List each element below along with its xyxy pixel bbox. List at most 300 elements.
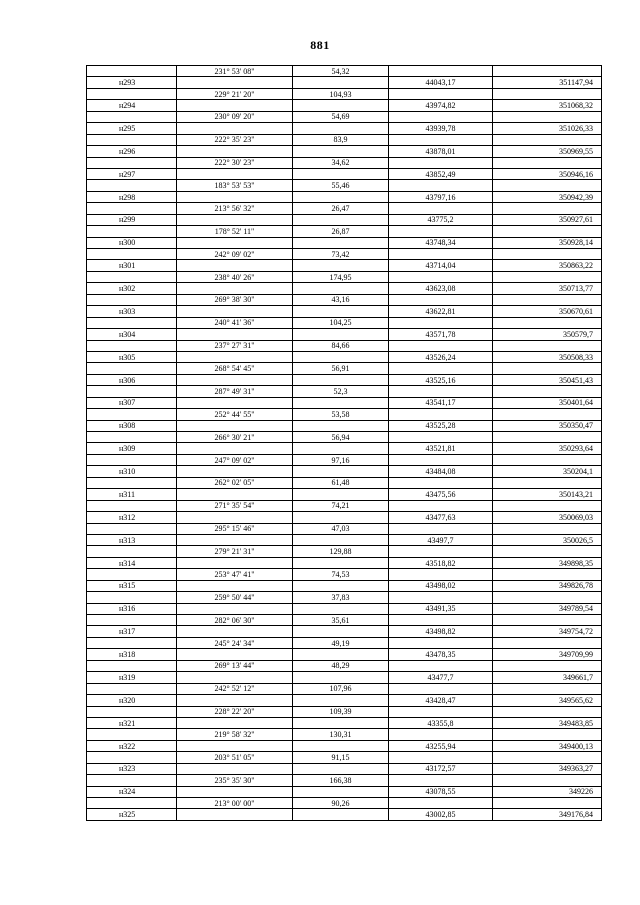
point-name-cell — [87, 798, 177, 809]
x-coordinate-cell: 43748,34 — [389, 237, 493, 248]
boundary-coordinates-table — [86, 65, 602, 821]
angle-cell: 271° 35' 54" — [177, 500, 293, 511]
distance-cell — [293, 740, 389, 751]
angle-cell: 247° 09' 02" — [177, 454, 293, 465]
x-coordinate-cell — [389, 775, 493, 786]
point-row — [87, 489, 602, 500]
x-coordinate-cell: 43521,81 — [389, 443, 493, 454]
segment-row — [87, 637, 602, 648]
distance-cell: 74,21 — [293, 500, 389, 511]
distance-cell: 53,58 — [293, 409, 389, 420]
segment-row — [87, 477, 602, 488]
distance-cell — [293, 260, 389, 271]
angle-cell: 222° 30' 23" — [177, 157, 293, 168]
point-name-cell — [87, 66, 177, 77]
x-coordinate-cell — [389, 157, 493, 168]
angle-cell: 203° 51' 05" — [177, 752, 293, 763]
segment-row — [87, 798, 602, 809]
distance-cell — [293, 146, 389, 157]
angle-cell — [177, 672, 293, 683]
distance-cell — [293, 489, 389, 500]
point-name-cell — [87, 569, 177, 580]
angle-cell — [177, 100, 293, 111]
angle-cell: 279° 21' 31" — [177, 546, 293, 557]
y-coordinate-cell — [493, 249, 602, 260]
x-coordinate-cell — [389, 729, 493, 740]
angle-cell: 242° 52' 12" — [177, 683, 293, 694]
distance-cell: 48,29 — [293, 660, 389, 671]
x-coordinate-cell: 43491,35 — [389, 603, 493, 614]
distance-cell: 52,3 — [293, 386, 389, 397]
angle-cell — [177, 489, 293, 500]
x-coordinate-cell: 43525,16 — [389, 374, 493, 385]
distance-cell: 35,61 — [293, 615, 389, 626]
angle-cell: 228° 22' 20" — [177, 706, 293, 717]
distance-cell — [293, 717, 389, 728]
y-coordinate-cell: 350579,7 — [493, 329, 602, 340]
point-name-cell — [87, 134, 177, 145]
y-coordinate-cell: 350670,61 — [493, 306, 602, 317]
angle-cell — [177, 351, 293, 362]
point-row — [87, 374, 602, 385]
angle-cell — [177, 329, 293, 340]
y-coordinate-cell — [493, 798, 602, 809]
point-name-cell — [87, 637, 177, 648]
point-name-cell: н304 — [87, 329, 177, 340]
point-name-cell: н295 — [87, 123, 177, 134]
distance-cell: 91,15 — [293, 752, 389, 763]
distance-cell: 104,25 — [293, 317, 389, 328]
point-name-cell: н297 — [87, 168, 177, 179]
point-name-cell — [87, 317, 177, 328]
y-coordinate-cell: 349226 — [493, 786, 602, 797]
angle-cell: 269° 13' 44" — [177, 660, 293, 671]
distance-cell — [293, 512, 389, 523]
distance-cell: 49,19 — [293, 637, 389, 648]
point-name-cell: н303 — [87, 306, 177, 317]
angle-cell: 295° 15' 46" — [177, 523, 293, 534]
y-coordinate-cell: 349483,85 — [493, 717, 602, 728]
x-coordinate-cell — [389, 500, 493, 511]
x-coordinate-cell: 43622,81 — [389, 306, 493, 317]
x-coordinate-cell: 43518,82 — [389, 557, 493, 568]
distance-cell: 83,9 — [293, 134, 389, 145]
distance-cell: 97,16 — [293, 454, 389, 465]
angle-cell: 222° 35' 23" — [177, 134, 293, 145]
point-name-cell — [87, 660, 177, 671]
y-coordinate-cell: 349176,84 — [493, 809, 602, 820]
x-coordinate-cell: 43775,2 — [389, 214, 493, 225]
x-coordinate-cell: 43541,17 — [389, 397, 493, 408]
y-coordinate-cell — [493, 477, 602, 488]
x-coordinate-cell — [389, 111, 493, 122]
point-row — [87, 100, 602, 111]
point-name-cell: н296 — [87, 146, 177, 157]
distance-cell — [293, 237, 389, 248]
point-row — [87, 123, 602, 134]
x-coordinate-cell — [389, 363, 493, 374]
point-row — [87, 283, 602, 294]
y-coordinate-cell: 350350,47 — [493, 420, 602, 431]
segment-row — [87, 729, 602, 740]
angle-cell: 253° 47' 41" — [177, 569, 293, 580]
y-coordinate-cell — [493, 180, 602, 191]
x-coordinate-cell — [389, 180, 493, 191]
point-row — [87, 351, 602, 362]
distance-cell: 104,93 — [293, 88, 389, 99]
angle-cell — [177, 534, 293, 545]
x-coordinate-cell — [389, 409, 493, 420]
angle-cell — [177, 649, 293, 660]
y-coordinate-cell — [493, 432, 602, 443]
x-coordinate-cell — [389, 637, 493, 648]
distance-cell — [293, 649, 389, 660]
y-coordinate-cell: 349826,78 — [493, 580, 602, 591]
point-name-cell — [87, 226, 177, 237]
distance-cell: 130,31 — [293, 729, 389, 740]
x-coordinate-cell: 43797,16 — [389, 191, 493, 202]
point-row — [87, 534, 602, 545]
point-name-cell — [87, 340, 177, 351]
point-name-cell: н315 — [87, 580, 177, 591]
x-coordinate-cell: 43623,08 — [389, 283, 493, 294]
y-coordinate-cell — [493, 88, 602, 99]
distance-cell: 56,91 — [293, 363, 389, 374]
point-name-cell — [87, 615, 177, 626]
y-coordinate-cell: 350293,64 — [493, 443, 602, 454]
y-coordinate-cell: 350928,14 — [493, 237, 602, 248]
point-name-cell: н293 — [87, 77, 177, 88]
y-coordinate-cell: 349754,72 — [493, 626, 602, 637]
point-name-cell: н306 — [87, 374, 177, 385]
point-name-cell — [87, 500, 177, 511]
segment-row — [87, 88, 602, 99]
segment-row — [87, 546, 602, 557]
distance-cell: 37,83 — [293, 592, 389, 603]
angle-cell — [177, 306, 293, 317]
distance-cell: 54,32 — [293, 66, 389, 77]
x-coordinate-cell — [389, 271, 493, 282]
distance-cell — [293, 100, 389, 111]
point-name-cell: н294 — [87, 100, 177, 111]
point-row — [87, 420, 602, 431]
point-name-cell: н314 — [87, 557, 177, 568]
distance-cell: 34,62 — [293, 157, 389, 168]
point-name-cell: н305 — [87, 351, 177, 362]
y-coordinate-cell: 350026,5 — [493, 534, 602, 545]
x-coordinate-cell: 43172,57 — [389, 763, 493, 774]
angle-cell — [177, 557, 293, 568]
angle-cell: 213° 00' 00" — [177, 798, 293, 809]
angle-cell — [177, 283, 293, 294]
point-name-cell — [87, 477, 177, 488]
angle-cell — [177, 146, 293, 157]
point-name-cell: н325 — [87, 809, 177, 820]
distance-cell: 109,39 — [293, 706, 389, 717]
x-coordinate-cell — [389, 432, 493, 443]
point-row — [87, 191, 602, 202]
point-name-cell — [87, 294, 177, 305]
point-name-cell: н309 — [87, 443, 177, 454]
segment-row — [87, 706, 602, 717]
distance-cell — [293, 191, 389, 202]
distance-cell — [293, 283, 389, 294]
point-name-cell: н319 — [87, 672, 177, 683]
point-name-cell: н310 — [87, 466, 177, 477]
distance-cell — [293, 77, 389, 88]
point-name-cell — [87, 706, 177, 717]
x-coordinate-cell: 43714,04 — [389, 260, 493, 271]
y-coordinate-cell — [493, 340, 602, 351]
x-coordinate-cell — [389, 569, 493, 580]
x-coordinate-cell: 43974,82 — [389, 100, 493, 111]
point-name-cell — [87, 775, 177, 786]
distance-cell: 74,53 — [293, 569, 389, 580]
y-coordinate-cell — [493, 706, 602, 717]
x-coordinate-cell — [389, 66, 493, 77]
distance-cell — [293, 466, 389, 477]
point-row — [87, 672, 602, 683]
x-coordinate-cell: 43498,02 — [389, 580, 493, 591]
point-row — [87, 603, 602, 614]
distance-cell — [293, 168, 389, 179]
segment-row — [87, 363, 602, 374]
segment-row — [87, 249, 602, 260]
point-name-cell — [87, 157, 177, 168]
point-name-cell — [87, 432, 177, 443]
distance-cell: 61,48 — [293, 477, 389, 488]
point-name-cell: н321 — [87, 717, 177, 728]
point-row — [87, 443, 602, 454]
segment-row — [87, 386, 602, 397]
point-name-cell — [87, 111, 177, 122]
x-coordinate-cell: 43477,7 — [389, 672, 493, 683]
segment-row — [87, 180, 602, 191]
distance-cell: 129,88 — [293, 546, 389, 557]
distance-cell: 47,03 — [293, 523, 389, 534]
angle-cell: 183° 53' 53" — [177, 180, 293, 191]
point-name-cell — [87, 683, 177, 694]
distance-cell: 43,16 — [293, 294, 389, 305]
distance-cell: 26,47 — [293, 203, 389, 214]
x-coordinate-cell — [389, 752, 493, 763]
y-coordinate-cell — [493, 111, 602, 122]
angle-cell: 242° 09' 02" — [177, 249, 293, 260]
point-name-cell — [87, 546, 177, 557]
angle-cell: 259° 50' 44" — [177, 592, 293, 603]
distance-cell — [293, 672, 389, 683]
x-coordinate-cell: 43878,01 — [389, 146, 493, 157]
angle-cell — [177, 740, 293, 751]
y-coordinate-cell: 350069,03 — [493, 512, 602, 523]
y-coordinate-cell: 349565,62 — [493, 695, 602, 706]
angle-cell — [177, 786, 293, 797]
point-name-cell: н320 — [87, 695, 177, 706]
point-name-cell: н311 — [87, 489, 177, 500]
x-coordinate-cell — [389, 660, 493, 671]
distance-cell — [293, 123, 389, 134]
point-name-cell: н308 — [87, 420, 177, 431]
distance-cell — [293, 786, 389, 797]
y-coordinate-cell — [493, 592, 602, 603]
point-name-cell: н316 — [87, 603, 177, 614]
y-coordinate-cell: 350204,1 — [493, 466, 602, 477]
angle-cell: 229° 21' 20" — [177, 88, 293, 99]
distance-cell — [293, 580, 389, 591]
y-coordinate-cell: 350969,55 — [493, 146, 602, 157]
y-coordinate-cell — [493, 615, 602, 626]
point-row — [87, 809, 602, 820]
page-number: 881 — [310, 38, 330, 52]
segment-row — [87, 157, 602, 168]
angle-cell: 245° 24' 34" — [177, 637, 293, 648]
point-row — [87, 763, 602, 774]
x-coordinate-cell — [389, 477, 493, 488]
point-name-cell — [87, 523, 177, 534]
point-name-cell — [87, 729, 177, 740]
angle-cell: 235° 35' 30" — [177, 775, 293, 786]
point-name-cell — [87, 454, 177, 465]
point-name-cell — [87, 203, 177, 214]
y-coordinate-cell — [493, 386, 602, 397]
angle-cell — [177, 191, 293, 202]
segment-row — [87, 134, 602, 145]
point-name-cell: н317 — [87, 626, 177, 637]
point-row — [87, 695, 602, 706]
x-coordinate-cell — [389, 249, 493, 260]
y-coordinate-cell: 349709,99 — [493, 649, 602, 660]
y-coordinate-cell: 350927,61 — [493, 214, 602, 225]
distance-cell: 84,66 — [293, 340, 389, 351]
y-coordinate-cell — [493, 317, 602, 328]
x-coordinate-cell — [389, 317, 493, 328]
x-coordinate-cell: 43571,78 — [389, 329, 493, 340]
y-coordinate-cell — [493, 500, 602, 511]
point-name-cell: н312 — [87, 512, 177, 523]
x-coordinate-cell: 44043,17 — [389, 77, 493, 88]
angle-cell — [177, 420, 293, 431]
x-coordinate-cell: 43002,85 — [389, 809, 493, 820]
angle-cell — [177, 763, 293, 774]
point-row — [87, 214, 602, 225]
point-name-cell: н307 — [87, 397, 177, 408]
distance-cell: 55,46 — [293, 180, 389, 191]
segment-row — [87, 683, 602, 694]
point-row — [87, 580, 602, 591]
point-name-cell: н300 — [87, 237, 177, 248]
x-coordinate-cell — [389, 226, 493, 237]
segment-row — [87, 454, 602, 465]
distance-cell: 174,95 — [293, 271, 389, 282]
distance-cell: 56,94 — [293, 432, 389, 443]
angle-cell: 213° 56' 32" — [177, 203, 293, 214]
point-name-cell — [87, 180, 177, 191]
segment-row — [87, 569, 602, 580]
segment-row — [87, 432, 602, 443]
angle-cell — [177, 214, 293, 225]
point-name-cell — [87, 271, 177, 282]
point-name-cell — [87, 592, 177, 603]
angle-cell: 231° 53' 08" — [177, 66, 293, 77]
distance-cell — [293, 306, 389, 317]
point-row — [87, 626, 602, 637]
y-coordinate-cell — [493, 134, 602, 145]
point-row — [87, 397, 602, 408]
angle-cell — [177, 374, 293, 385]
angle-cell — [177, 695, 293, 706]
x-coordinate-cell — [389, 203, 493, 214]
y-coordinate-cell — [493, 454, 602, 465]
distance-cell: 73,42 — [293, 249, 389, 260]
y-coordinate-cell — [493, 409, 602, 420]
segment-row — [87, 660, 602, 671]
y-coordinate-cell — [493, 523, 602, 534]
point-name-cell — [87, 249, 177, 260]
segment-row — [87, 500, 602, 511]
angle-cell — [177, 809, 293, 820]
y-coordinate-cell: 349661,7 — [493, 672, 602, 683]
angle-cell: 240° 41' 36" — [177, 317, 293, 328]
distance-cell — [293, 420, 389, 431]
x-coordinate-cell — [389, 134, 493, 145]
y-coordinate-cell: 351026,33 — [493, 123, 602, 134]
distance-cell — [293, 443, 389, 454]
y-coordinate-cell: 350401,64 — [493, 397, 602, 408]
x-coordinate-cell: 43078,55 — [389, 786, 493, 797]
angle-cell: 262° 02' 05" — [177, 477, 293, 488]
x-coordinate-cell: 43498,82 — [389, 626, 493, 637]
x-coordinate-cell — [389, 798, 493, 809]
point-name-cell — [87, 386, 177, 397]
point-name-cell — [87, 88, 177, 99]
angle-cell: 219° 58' 32" — [177, 729, 293, 740]
point-name-cell: н298 — [87, 191, 177, 202]
distance-cell: 26,87 — [293, 226, 389, 237]
angle-cell: 287° 49' 31" — [177, 386, 293, 397]
y-coordinate-cell — [493, 729, 602, 740]
y-coordinate-cell — [493, 660, 602, 671]
x-coordinate-cell: 43255,94 — [389, 740, 493, 751]
segment-row — [87, 615, 602, 626]
y-coordinate-cell: 349400,13 — [493, 740, 602, 751]
angle-cell — [177, 626, 293, 637]
x-coordinate-cell — [389, 592, 493, 603]
x-coordinate-cell — [389, 454, 493, 465]
y-coordinate-cell: 350942,39 — [493, 191, 602, 202]
distance-cell: 90,26 — [293, 798, 389, 809]
segment-row — [87, 111, 602, 122]
y-coordinate-cell: 350451,43 — [493, 374, 602, 385]
y-coordinate-cell — [493, 363, 602, 374]
y-coordinate-cell — [493, 66, 602, 77]
distance-cell: 54,69 — [293, 111, 389, 122]
segment-row — [87, 752, 602, 763]
y-coordinate-cell — [493, 637, 602, 648]
y-coordinate-cell: 350508,33 — [493, 351, 602, 362]
x-coordinate-cell: 43497,7 — [389, 534, 493, 545]
distance-cell — [293, 695, 389, 706]
x-coordinate-cell: 43939,78 — [389, 123, 493, 134]
x-coordinate-cell — [389, 615, 493, 626]
distance-cell — [293, 351, 389, 362]
y-coordinate-cell — [493, 271, 602, 282]
angle-cell: 266° 30' 21" — [177, 432, 293, 443]
angle-cell — [177, 260, 293, 271]
y-coordinate-cell — [493, 546, 602, 557]
segment-row — [87, 409, 602, 420]
y-coordinate-cell: 349898,35 — [493, 557, 602, 568]
y-coordinate-cell: 350946,16 — [493, 168, 602, 179]
